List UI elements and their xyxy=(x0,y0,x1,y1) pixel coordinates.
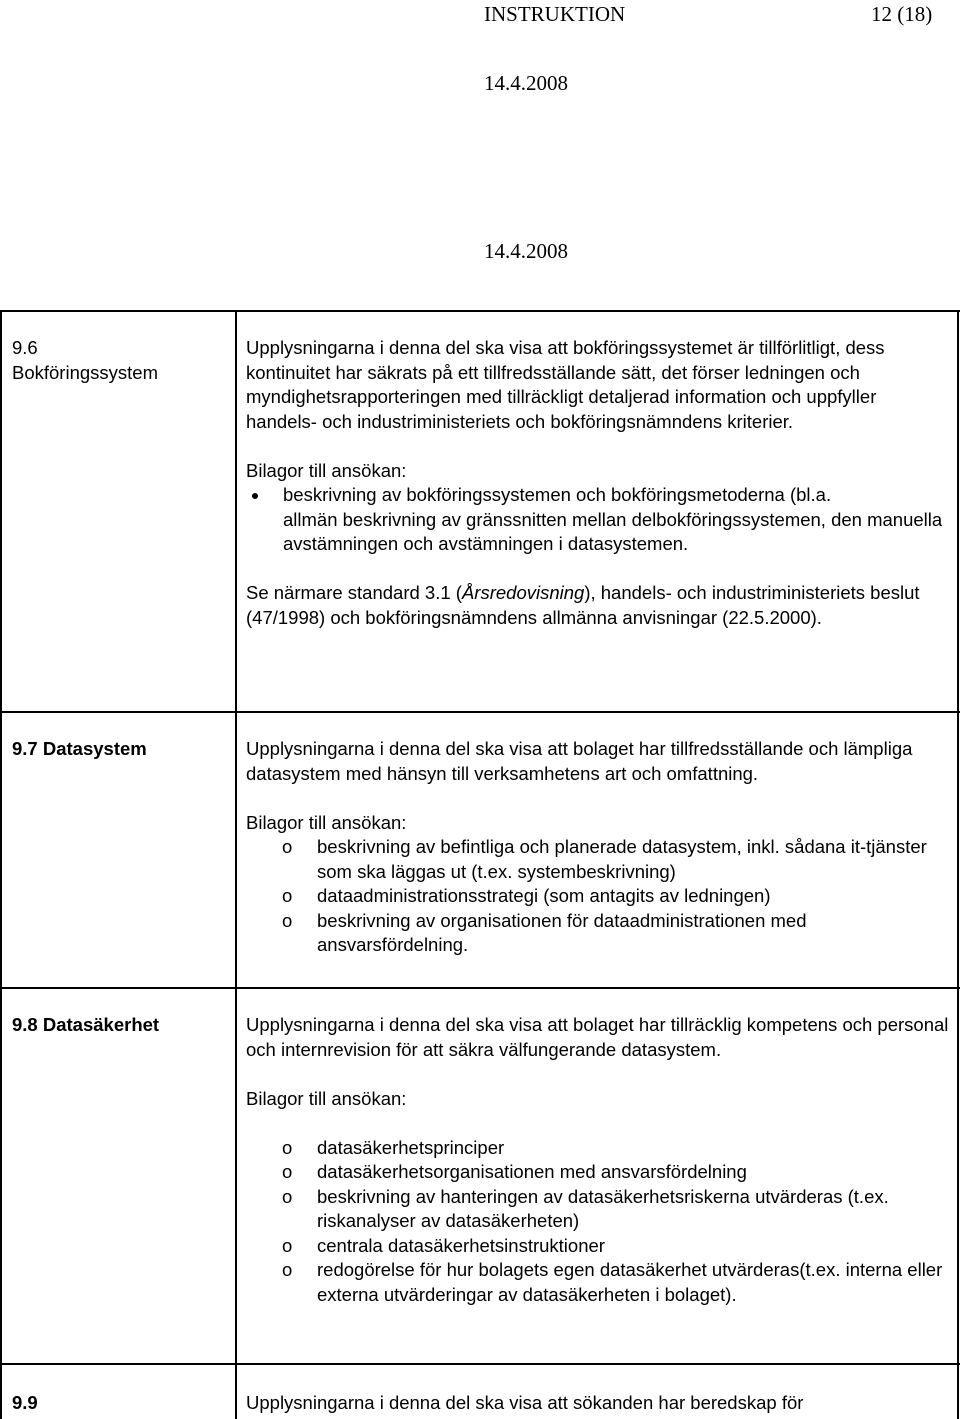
bullet-icon: o xyxy=(282,836,293,857)
section-content xyxy=(246,336,952,630)
bullet-icon: o xyxy=(282,1136,293,1158)
attachments-heading: Bilagor till ansökan: xyxy=(246,459,407,481)
table-border-left xyxy=(0,310,2,1419)
bullet-icon: o xyxy=(282,885,293,906)
bullet-icon xyxy=(252,493,258,499)
attachments-list xyxy=(270,1136,952,1308)
bullet-icon: o xyxy=(282,1259,293,1280)
section-content xyxy=(246,1391,952,1416)
standard-reference: Se närmare standard 3.1 (Årsredovisning), handels- och industriministeriets beslut (47/1998) och bokföringsnämndens allmänna anvisningar (22.5.2000). xyxy=(246,582,920,628)
instruction-table xyxy=(0,310,960,1419)
list-item: o beskrivning av hanteringen av datasäkerhetsriskerna utvärderas (t.ex. riskanalyser av datasäkerheten) xyxy=(282,1185,889,1231)
row-divider xyxy=(0,987,960,989)
attachments-heading: Bilagor till ansökan: xyxy=(246,1087,407,1109)
page-number: 12 (18) xyxy=(871,2,933,26)
list-item: beskrivning av bokföringssystemen och bokföringsmetoderna (bl.a. xyxy=(246,483,952,508)
section-intro: Upplysningarna i denna del ska visa att bolaget har tillräcklig kompetens och personal och internrevision för att säkra välfungerande datasystem. xyxy=(246,1014,949,1060)
list-item: o centrala datasäkerhetsinstruktioner xyxy=(270,1234,952,1259)
section-intro: Upplysningarna i denna del ska visa att bokföringssystemet är tillförlitligt, dess kontinuitet har säkrats på ett tillfredsställande sätt, det förser ledningen och myndighetsrapporteringen med tillräckligt detaljerad information och uppfyller handels- och industriministeriets och bokföringsnämndens kriterier. xyxy=(246,337,885,432)
section-title: Bokföringssystem xyxy=(12,361,158,383)
section-label xyxy=(12,737,227,762)
section-number: 9.8 xyxy=(12,1014,38,1035)
section-intro: Upplysningarna i denna del ska visa att sökanden har beredskap för xyxy=(246,1392,804,1413)
section-label xyxy=(12,1391,227,1416)
section-number: 9.9 xyxy=(12,1392,38,1413)
bullet-icon: o xyxy=(282,1234,293,1256)
table-border-right xyxy=(957,310,959,1419)
list-item: o beskrivning av befintliga och planerade datasystem, inkl. sådana it-tjänster som ska läggas ut (t.ex. systembeskrivning) xyxy=(282,836,927,882)
list-item: allmän beskrivning av gränssnitten mellan delbokföringssystemen, den manuella avstämningen och avstämningen i datasystemen. xyxy=(283,508,943,554)
section-content xyxy=(246,737,952,958)
section-content xyxy=(246,1013,952,1307)
section-label xyxy=(12,1013,227,1038)
list-item: o beskrivning av organisationen för dataadministrationen med ansvarsfördelning. xyxy=(282,909,807,955)
section-intro: Upplysningarna i denna del ska visa att bolaget har tillfredsställande och lämpliga datasystem med hänsyn till verksamhetens art och omfattning. xyxy=(246,738,913,784)
document-date: 14.4.2008 xyxy=(484,71,568,95)
bullet-icon: o xyxy=(282,1185,293,1207)
section-title: Datasystem xyxy=(42,738,147,759)
row-divider xyxy=(0,1363,960,1365)
attachments-heading: Bilagor till ansökan: xyxy=(246,811,407,833)
section-title: Datasäkerhet xyxy=(42,1014,160,1035)
section-number: 9.6 xyxy=(12,337,38,358)
section-label xyxy=(12,336,227,385)
attachments-list xyxy=(270,835,952,958)
document-title: INSTRUKTION xyxy=(484,2,626,26)
list-item: o dataadministrationsstrategi (som antagits av ledningen) xyxy=(270,884,952,909)
table-border-top xyxy=(0,310,960,312)
column-divider xyxy=(235,310,237,1419)
list-item: o datasäkerhetsprinciper xyxy=(270,1136,952,1161)
section-number: 9.7 xyxy=(12,738,38,759)
attachments-list xyxy=(246,483,952,557)
list-item: o redogörelse för hur bolagets egen datasäkerhet utvärderas(t.ex. interna eller externa utvärderingar av datasäkerheten i bolaget). xyxy=(282,1259,943,1305)
document-date-repeat: 14.4.2008 xyxy=(484,239,568,263)
list-item: o datasäkerhetsorganisationen med ansvarsfördelning xyxy=(270,1160,952,1185)
bullet-icon: o xyxy=(282,1161,293,1182)
bullet-icon: o xyxy=(282,909,293,931)
row-divider xyxy=(0,711,960,713)
